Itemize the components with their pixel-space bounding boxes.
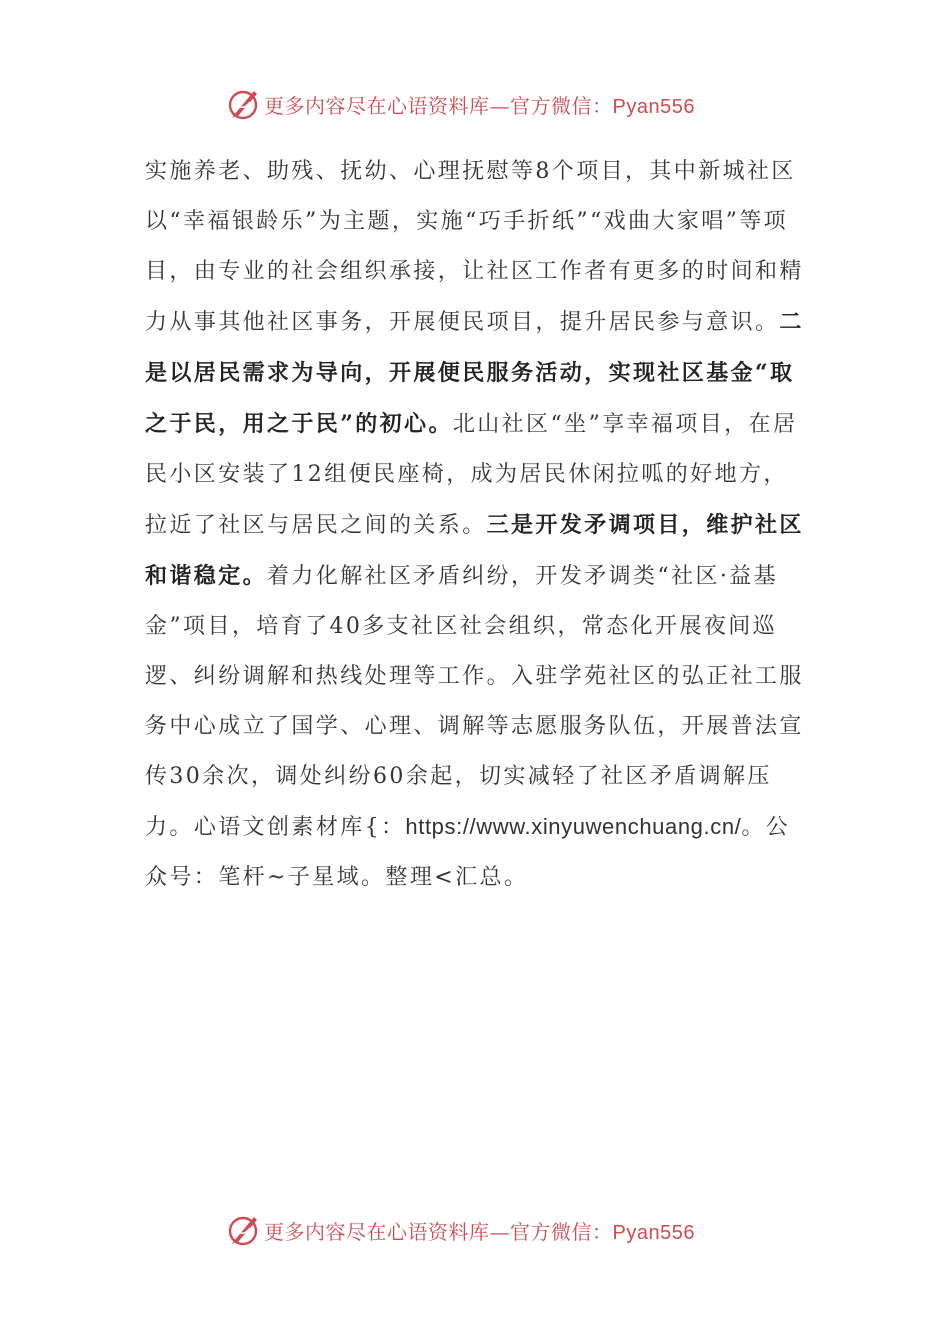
document-body [145,147,810,903]
banner-text [264,1216,695,1245]
banner-slogan: 更多内容尽在心语资料库—官方微信： [264,93,613,118]
quill-pen-logo-icon [226,86,262,122]
body-text-3: 北山社区“坐”享幸福项目，在居民小区安装了12组便民座椅，成为居民休闲拉呱的好地方，拉近了社区与居民之间的关系。 [145,412,798,538]
source-prefix: 心语文创素材库{： [193,815,406,840]
wechat-id: Pyan556 [612,95,695,118]
body-text-1: 实施养老、助残、抚幼、心理抚慰等8个项目，其中新城社区以“幸福银龄乐”为主题，实施“巧手折纸”“戏曲大家唱”等项目，由专业的社会组织承接，让社区工作者有更多的时间和精力从事其他社区事务，开展便民项目，提升居民参与意识。 [145,159,804,335]
source-suffix: 。公众号：笔杆~子星域。整理<汇总。 [145,815,791,890]
bold-heading-3: 三是开发矛调项目，维护社区和谐稳定。 [145,512,804,589]
source-url: https://www.xinyuwenchuang.cn/ [405,814,742,839]
header-banner [226,84,695,124]
banner-text [264,90,695,119]
body-paragraph [145,147,810,903]
banner-slogan: 更多内容尽在心语资料库—官方微信： [264,1219,613,1244]
bold-heading-2: 二是以居民需求为导向，开展便民服务活动，实现社区基金“取之于民，用之于民”的初心。 [145,309,804,437]
footer-banner [226,1210,695,1250]
quill-pen-logo-icon [226,1212,262,1248]
body-text-5: 着力化解社区矛盾纠纷，开发矛调类“社区·益基金”项目，培育了40多支社区社会组织，常态化开展夜间巡逻、纠纷调解和热线处理等工作。入驻学苑社区的弘正社工服务中心成立了国学、心理、调解等志愿服务队伍，开展普法宣传30余次，调处纠纷60余起，切实减轻了社区矛盾调解压力。 [145,564,804,840]
wechat-id: Pyan556 [612,1221,695,1244]
